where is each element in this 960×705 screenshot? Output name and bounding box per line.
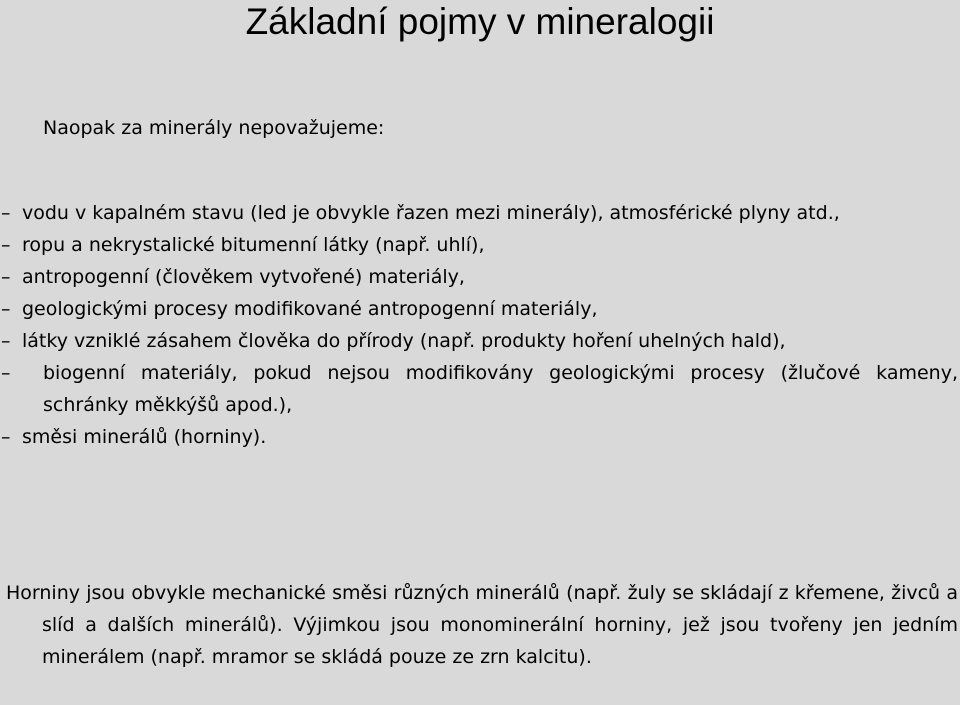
list-item: – směsi minerálů (horniny). [0,421,958,453]
dash-bullet: – [1,330,11,352]
list-item: – antropogenní (člověkem vytvořené) materiály, [0,261,958,293]
list-item: – geologickými procesy modifikované antropogenní materiály, [0,293,958,325]
list-item: – vodu v kapalném stavu (led je obvykle řazen mezi minerály), atmosférické plyny atd., [0,197,958,229]
intro-text: Naopak za minerály nepovažujeme: [43,117,385,139]
exclusion-list [0,197,958,453]
dash-bullet: – [1,234,11,256]
dash-bullet: – [1,202,11,224]
list-item: – ropu a nekrystalické bitumenní látky (např. uhlí), [0,229,958,261]
dash-bullet: – [1,362,11,384]
dash-bullet: – [1,426,11,448]
dash-bullet: – [1,298,11,320]
page-title: Základní pojmy v mineralogii [245,1,715,42]
dash-bullet: – [1,266,11,288]
rocks-paragraph: Horniny jsou obvykle mechanické směsi různých minerálů (např. žuly se skládají z křemene, živců a slíd a dalších minerálů). Výjimkou jsou monominerální horniny, jež jsou tvořeny jen jedním minerálem (např. mramor se skládá pouze ze zrn kalcitu). [6,582,958,668]
list-item: – látky vzniklé zásahem člověka do přírody (např. produkty hoření uhelných hald), [0,325,958,357]
list-item: – biogenní materiály, pokud nejsou modifikovány geologickými procesy (žlučové kameny, schránky měkkýšů apod.), [0,357,958,421]
